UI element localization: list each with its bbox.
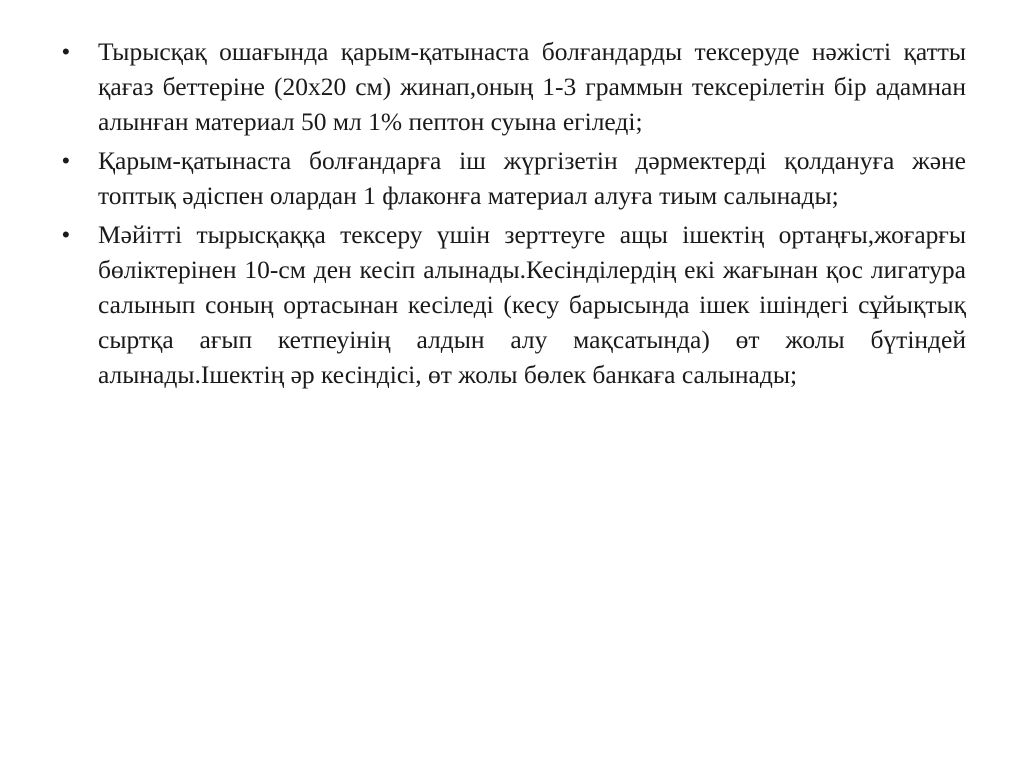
list-item-text: Тырысқақ ошағында қарым-қатынаста болғандарды тексеруде нәжісті қатты қағаз беттеріне (20х20 см) жинап,оның 1-3 граммын тексерілетін бір адамнан алынған материал 50 мл 1% пептон суына егіледі; xyxy=(98,37,966,136)
bullet-icon: • xyxy=(62,39,70,64)
list-item-text: Қарым-қатынаста болғандарға іш жүргізетін дәрмектерді қолдануға және топтық әдіспен олардан 1 флаконға материал алуға тиым салынады; xyxy=(98,146,966,210)
bullet-icon: • xyxy=(62,222,70,247)
list-item xyxy=(62,34,966,139)
list-item xyxy=(62,217,966,392)
bullet-icon: • xyxy=(62,148,70,173)
list-item-text: Мәйітті тырысқаққа тексеру үшін зерттеуге ащы ішектің ортаңғы,жоғарғы бөліктерінен 10-см ден кесіп алынады.Кесінділердің екі жағынан қос лигатура салынып соның ортасынан кесіледі (кесу барысында ішек ішіндегі сұйықтық сыртқа ағып кетпеуінің алдын алу мақсатында) өт жолы бүтіндей алынады.Ішектің әр кесіндісі, өт жолы бөлек банкаға салынады; xyxy=(98,220,966,389)
list-item xyxy=(62,143,966,213)
bullet-list xyxy=(62,34,966,396)
